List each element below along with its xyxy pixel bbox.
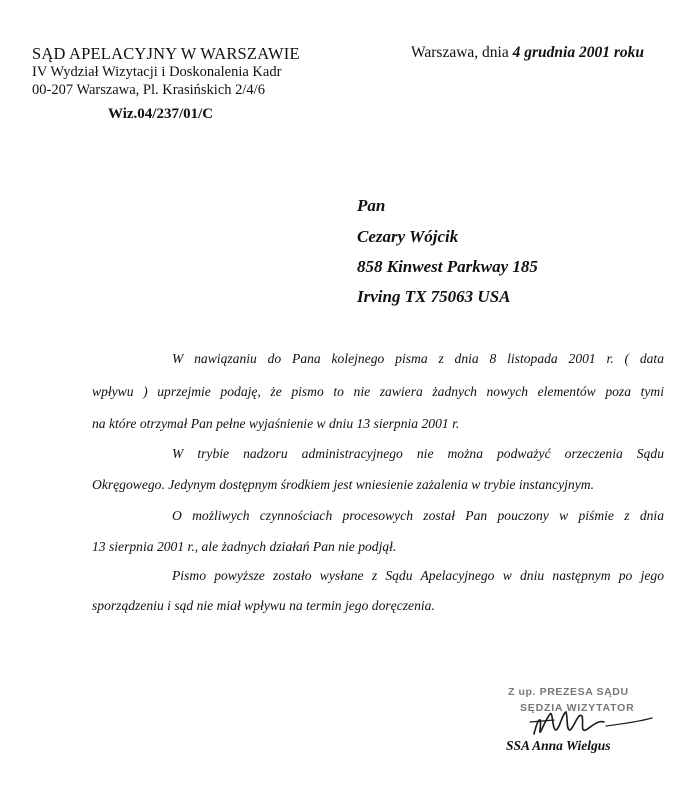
court-department: IV Wydział Wizytacji i Doskonalenia Kadr bbox=[32, 64, 282, 80]
stamp-line: Z up. PREZESA SĄDU bbox=[508, 686, 629, 698]
body-line: 13 sierpnia 2001 r., ale żadnych działań Pan nie podjął. bbox=[92, 539, 397, 554]
body-line: na które otrzymał Pan pełne wyjaśnienie w dniu 13 sierpnia 2001 r. bbox=[92, 416, 460, 431]
body-line: wpływu ) uprzejmie podaję, że pismo to nie zawiera żadnych nowych elementów poza tymi bbox=[92, 384, 664, 399]
court-address: 00-207 Warszawa, Pl. Krasińskich 2/4/6 bbox=[32, 82, 265, 98]
body-line: W nawiązaniu do Pana kolejnego pisma z dnia 8 listopada 2001 r. ( data bbox=[172, 351, 664, 366]
date-prefix: Warszawa, dnia bbox=[411, 44, 509, 61]
recipient-name: Cezary Wójcik bbox=[357, 227, 459, 246]
court-name: SĄD APELACYJNY W WARSZAWIE bbox=[32, 44, 300, 63]
recipient-city: Irving TX 75063 USA bbox=[357, 287, 511, 306]
stamp-line: SĘDZIA WIZYTATOR bbox=[520, 702, 635, 714]
body-line: Pismo powyższe zostało wysłane z Sądu Apelacyjnego w dniu następnym po jego bbox=[172, 568, 664, 583]
recipient-salutation: Pan bbox=[357, 196, 386, 215]
body-line: Okręgowego. Jedynym dostępnym środkiem jest wniesienie zażalenia w trybie instancyjnym. bbox=[92, 477, 594, 492]
reference-number: Wiz.04/237/01/C bbox=[108, 106, 214, 122]
date-line bbox=[411, 44, 644, 62]
date-value: 4 grudnia 2001 roku bbox=[512, 44, 644, 61]
body-line: W trybie nadzoru administracyjnego nie można podważyć orzeczenia Sądu bbox=[172, 446, 664, 461]
body-line: O możliwych czynnościach procesowych został Pan pouczony w piśmie z dnia bbox=[172, 508, 664, 523]
recipient-street: 858 Kinwest Parkway 185 bbox=[357, 257, 538, 276]
signer-name: SSA Anna Wielgus bbox=[506, 738, 611, 753]
body-line: sporządzeniu i sąd nie miał wpływu na termin jego doręczenia. bbox=[92, 598, 435, 613]
